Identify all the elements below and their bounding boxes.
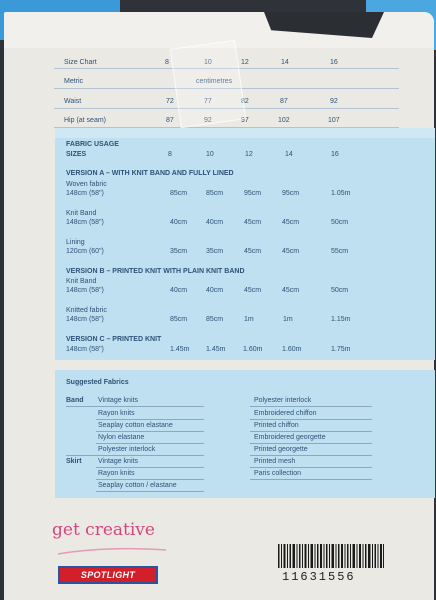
lining-14: 45cm [282,248,300,255]
divider [250,419,372,420]
skirt-fabric-2: Rayon knits [98,470,135,477]
divider [250,455,372,456]
knit-band-b-12: 45cm [244,287,262,294]
lining-label: Lining [66,239,85,246]
divider [250,406,372,407]
hip-16: 107 [328,117,340,124]
lining-width: 120cm (60") [66,248,104,255]
version-a-title: VERSION A – WITH KNIT BAND AND FULLY LINED [66,170,234,177]
woven-14: 95cm [282,190,300,197]
knit-band-a-16: 50cm [331,219,349,226]
right-fabric-4: Embroidered georgette [254,434,326,441]
lining-8: 35cm [170,248,188,255]
usage-size-8: 8 [168,151,172,158]
divider [96,431,204,432]
divider [250,443,372,444]
fabric-usage-panel-highlight [55,128,435,138]
usage-size-16: 16 [331,151,339,158]
skirt-label: Skirt [66,458,82,465]
knit-band-b-width: 148cm (58") [66,287,104,294]
usage-size-14: 14 [285,151,293,158]
divider [66,455,204,456]
size-chart-size-16: 16 [330,59,338,66]
right-fabric-6: Printed mesh [254,458,296,465]
hip-8: 87 [166,117,174,124]
size-chart-size-14: 14 [281,59,289,66]
usage-size-10: 10 [206,151,214,158]
band-fabric-1: Vintage knits [98,397,138,404]
divider [250,479,372,480]
waist-14: 87 [280,98,288,105]
knit-band-b-14: 45cm [282,287,300,294]
band-fabric-5: Polyester interlock [98,446,156,453]
right-fabric-3: Printed chiffon [254,422,299,429]
divider [96,419,204,420]
size-chart-label: Size Chart [64,59,97,66]
metric-label: Metric [64,78,84,85]
waist-label: Waist [64,98,82,105]
version-c-title: VERSION C – PRINTED KNIT [66,336,162,343]
right-fabric-2: Embroidered chiffon [254,410,317,417]
divider [96,479,204,480]
knit-band-a-12: 45cm [244,219,262,226]
version-c-16: 1.75m [331,346,351,353]
knitted-16: 1.15m [331,316,351,323]
knit-band-b-label: Knit Band [66,278,97,285]
lining-10: 35cm [206,248,224,255]
size-chart-size-8: 8 [165,59,169,66]
waist-16: 92 [330,98,338,105]
divider [250,431,372,432]
barcode-number: 11631556 [282,570,356,584]
woven-fabric-label: Woven fabric [66,181,107,188]
divider [66,406,204,407]
version-c-8: 1.45m [170,346,190,353]
skirt-fabric-1: Vintage knits [98,458,138,465]
lining-16: 55cm [331,248,349,255]
size-chart-size-10: 10 [204,59,212,66]
divider [250,467,372,468]
right-fabric-5: Printed georgette [254,446,308,453]
knitted-12: 1m [244,316,254,323]
waist-8: 72 [166,98,174,105]
woven-10: 85cm [206,190,224,197]
band-label: Band [66,397,84,404]
knitted-fabric-width: 148cm (58") [66,316,104,323]
hip-label: Hip (at seam) [64,117,107,124]
knitted-fabric-label: Knitted fabric [66,307,107,314]
knit-band-a-label: Knit Band [66,210,97,217]
woven-16: 1.05m [331,190,351,197]
tape-sticker [170,40,246,128]
knit-band-b-8: 40cm [170,287,188,294]
spotlight-logo-text: SPOTLIGHT [80,570,136,580]
knitted-8: 85cm [170,316,188,323]
knit-band-a-10: 40cm [206,219,224,226]
version-c-14: 1.60m [282,346,302,353]
usage-size-12: 12 [245,151,253,158]
waist-10: 77 [204,98,212,105]
knit-band-b-10: 40cm [206,287,224,294]
band-fabric-2: Rayon knits [98,410,135,417]
band-fabric-3: Seaplay cotton elastane [98,422,173,429]
woven-fabric-width: 148cm (58") [66,190,104,197]
metric-unit: centimetres [196,78,233,85]
version-c-10: 1.45m [206,346,226,353]
woven-8: 85cm [170,190,188,197]
hip-14: 102 [278,117,290,124]
hip-10: 92 [204,117,212,124]
barcode-icon [278,544,384,568]
spotlight-logo [58,566,158,584]
size-chart-size-12: 12 [241,59,249,66]
knit-band-a-8: 40cm [170,219,188,226]
skirt-fabric-3: Seaplay cotton / elastane [98,482,177,489]
knit-band-a-14: 45cm [282,219,300,226]
band-fabric-4: Nylon elastane [98,434,145,441]
version-c-12: 1.60m [243,346,263,353]
lining-12: 45cm [244,248,262,255]
knitted-14: 1m [283,316,293,323]
slogan-swoosh-icon [56,545,168,557]
fabric-usage-sizes-label: SIZES [66,151,87,158]
right-fabric-7: Paris collection [254,470,302,477]
woven-12: 95cm [244,190,262,197]
knit-band-a-width: 148cm (58") [66,219,104,226]
waist-12: 82 [241,98,249,105]
fabric-usage-title: FABRIC USAGE [66,141,119,148]
version-c-width: 148cm (58") [66,346,104,353]
knit-band-b-16: 50cm [331,287,349,294]
get-creative-slogan: get creative [52,520,155,540]
divider [96,491,204,492]
suggested-title: Suggested Fabrics [66,379,129,386]
right-fabric-1: Polyester interlock [254,397,312,404]
version-b-title: VERSION B – PRINTED KNIT WITH PLAIN KNIT BAND [66,268,245,275]
hip-12: 97 [241,117,249,124]
divider [96,443,204,444]
knitted-10: 85cm [206,316,224,323]
fabric-usage-panel [55,128,435,360]
divider [96,467,204,468]
